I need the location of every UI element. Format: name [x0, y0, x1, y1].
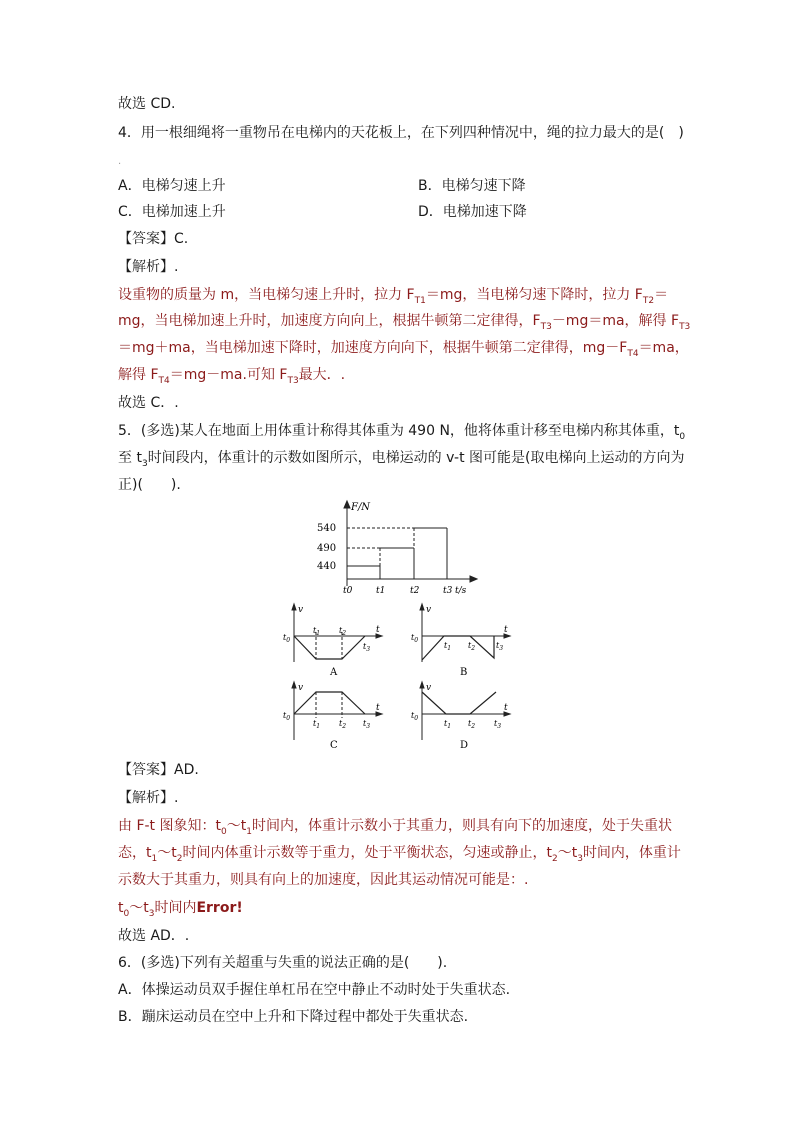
ft-y-arrow — [344, 501, 350, 508]
vt-graph-b — [410, 602, 520, 680]
q5-answer: 【答案】AD. — [118, 762, 199, 778]
q4-answer: 【答案】C. — [118, 231, 189, 247]
vt-graph-a — [282, 602, 392, 680]
vt-b-line — [422, 636, 494, 660]
q3-conclusion: 故选 CD. — [118, 96, 176, 112]
vt-graph-d — [410, 680, 520, 758]
ft-x-label: t/s — [455, 586, 467, 596]
svg-text:v: v — [298, 605, 304, 615]
q5-question-line2: 至 $t_3$时间段内，体重计的示数如图所示，电梯运动的 v-t 图可能是(取电梯向上运动的方向为 — [118, 450, 685, 469]
vt-c-label: C — [330, 740, 338, 751]
q4-option-d: D．电梯加速下降 — [418, 204, 527, 220]
error-text: Error! — [196, 900, 243, 916]
q5-question-line3: 正)( ). — [118, 477, 181, 493]
svg-text:t: t — [504, 703, 508, 713]
svg-text:t3: $t_3$ — [494, 719, 502, 730]
svg-text:t1: $t_1$ — [313, 719, 321, 730]
q5-analysis-line3: 示数大于其重力，则具有向上的加速度，因此其运动情况可能是：. — [118, 872, 529, 888]
svg-text:t2: $t_2$ — [468, 719, 476, 730]
q4-analysis-line4: 解得 $F_{T4}=mg-ma$.可知 $F_{T3}$最大．. — [118, 367, 346, 386]
ft-tick-440: 440 — [317, 561, 337, 572]
svg-text:v: v — [426, 605, 432, 615]
svg-text:t2: $t_2$ — [339, 719, 347, 730]
svg-text:t0: $t_0$ — [411, 633, 419, 644]
q4-option-c: C．电梯加速上升 — [118, 204, 226, 220]
ft-x-tick-t1: t1 — [376, 586, 386, 596]
svg-text:t3: $t_3$ — [363, 719, 371, 730]
ft-x-tick-t3: t3 — [443, 586, 453, 596]
vt-b-label: B — [460, 667, 468, 678]
q4-trail-dot: . — [118, 156, 122, 167]
q4-analysis-line3: ＝mg＋ma，当电梯加速下降时，加速度方向向下，根据牛顿第二定律得，$mg-F_{T4}=ma$， — [118, 340, 689, 359]
q5-question-line1: 5．(多选)某人在地面上用体重计称得其体重为 490 N，他将体重计移至电梯内称其体重，$t_0$ — [118, 423, 686, 442]
q4-analysis-line1: 设重物的质量为 m，当电梯匀速上升时，拉力 $F_{T1}=mg$，当电梯匀速下降时，拉力 $F_{T2}=$ — [118, 287, 669, 306]
ft-y-label: F/N — [351, 502, 371, 513]
ft-x-tick-t0: t0 — [343, 586, 353, 596]
svg-text:v: v — [426, 683, 432, 693]
q4-option-a: A．电梯匀速上升 — [118, 178, 226, 194]
vt-a-line — [294, 636, 365, 659]
svg-text:t1: $t_1$ — [444, 641, 452, 652]
svg-text:t0: $t_0$ — [283, 633, 291, 644]
ft-tick-540: 540 — [317, 523, 337, 534]
q5-analysis-line4: $t_0\sim t_3$时间内Error! — [118, 900, 243, 919]
q6-option-b: B．蹦床运动员在空中上升和下降过程中都处于失重状态. — [118, 1009, 469, 1025]
q5-conclusion: 故选 AD．. — [118, 928, 190, 944]
svg-text:t2: $t_2$ — [468, 641, 476, 652]
svg-text:t1: $t_1$ — [313, 626, 321, 637]
q6-question: 6．(多选)下列有关超重与失重的说法正确的是( ). — [118, 955, 448, 971]
q4-conclusion: 故选 C．. — [118, 395, 179, 411]
q5-analysis-label: 【解析】. — [118, 790, 179, 806]
ft-x-arrow — [470, 576, 477, 582]
q4-analysis-label: 【解析】. — [118, 259, 179, 275]
ft-x-tick-t2: t2 — [410, 586, 420, 596]
svg-text:t3: $t_3$ — [496, 641, 504, 652]
vt-d-label: D — [460, 740, 469, 751]
q4-analysis-line2: mg，当电梯加速上升时，加速度方向向上，根据牛顿第二定律得，$F_{T3}-mg=ma$，解得 $F_{T3}$ — [118, 313, 691, 332]
vt-a-label: A — [330, 667, 338, 678]
vt-graph-c — [282, 680, 392, 758]
q6-option-a: A．体操运动员双手握住单杠吊在空中静止不动时处于失重状态. — [118, 982, 511, 998]
ft-figure — [310, 498, 485, 598]
svg-text:t: t — [376, 625, 380, 635]
q5-analysis-line2: 态，$t_1\sim t_2$时间内体重计示数等于重力，处于平衡状态，匀速或静止，$t_2\sim t_3$时间内，体重计 — [118, 845, 681, 864]
vt-d-line — [422, 692, 496, 714]
q4-question: 4．用一根细绳将一重物吊在电梯内的天花板上，在下列四种情况中，绳的拉力最大的是( ) — [118, 125, 684, 141]
q4-option-b: B．电梯匀速下降 — [418, 178, 526, 194]
svg-text:t1: $t_1$ — [444, 719, 452, 730]
svg-text:t3: $t_3$ — [363, 642, 371, 653]
svg-text:t0: $t_0$ — [411, 711, 419, 722]
svg-text:t0: $t_0$ — [283, 711, 291, 722]
svg-text:t2: $t_2$ — [339, 626, 347, 637]
svg-text:v: v — [298, 683, 304, 693]
ft-tick-490: 490 — [317, 543, 337, 554]
q5-analysis-line1: 由 F-t 图象知：$t_0\sim t_1$时间内，体重计示数小于其重力，则具有向下的加速度，处于失重状 — [118, 818, 672, 837]
svg-text:t: t — [376, 703, 380, 713]
svg-text:t: t — [504, 625, 508, 635]
vt-c-line — [294, 692, 365, 714]
